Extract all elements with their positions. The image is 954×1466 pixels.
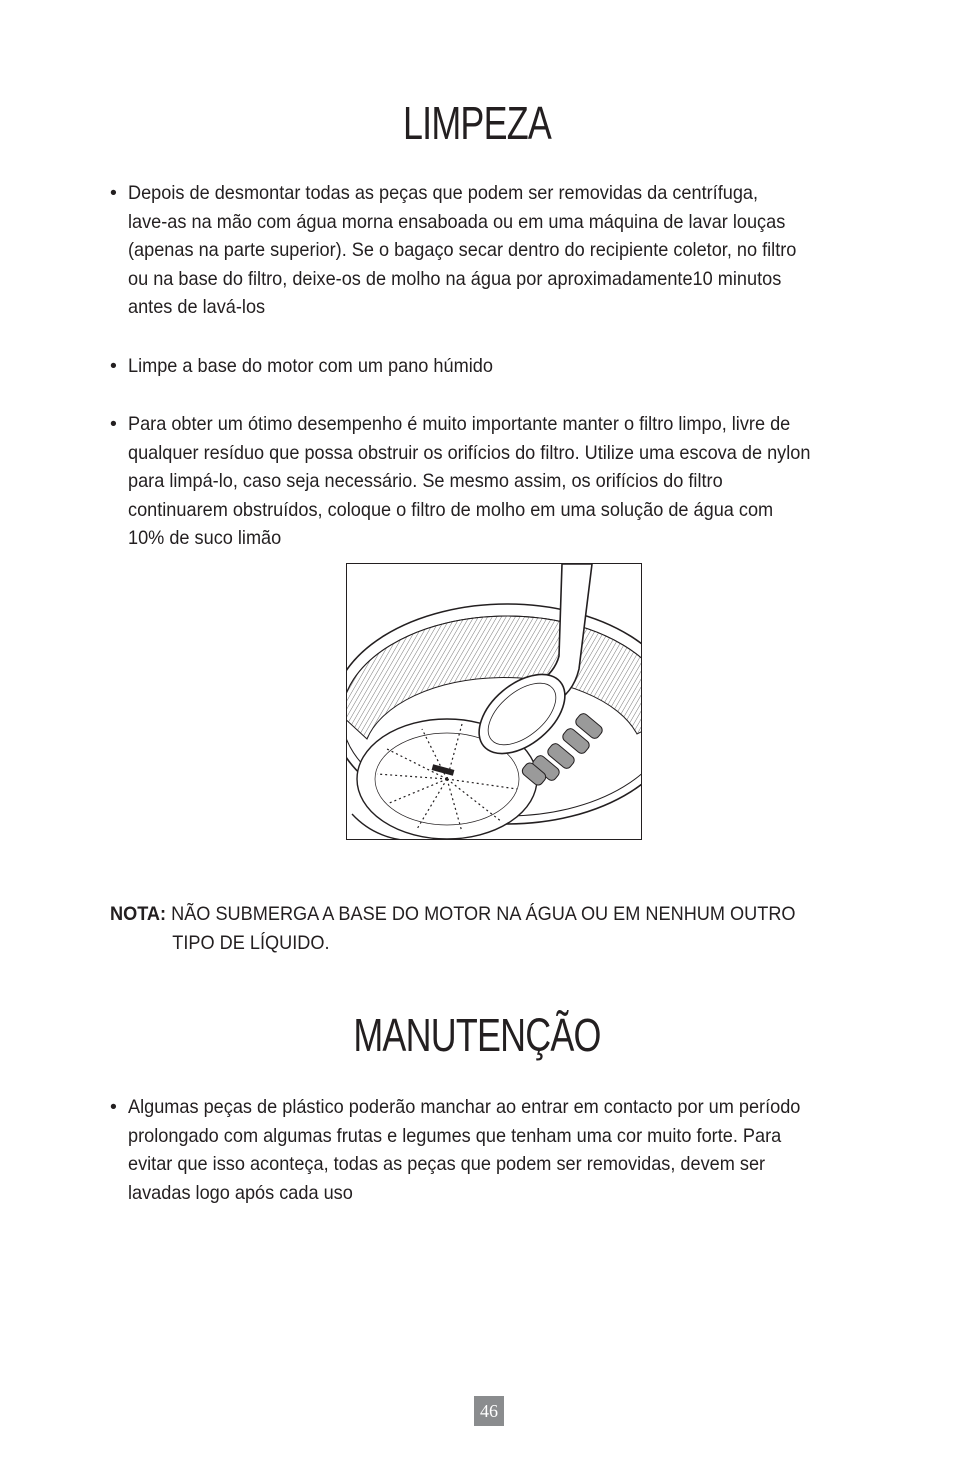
bullet-text-line: lave-as na mão com água morna ensaboada ou em uma máquina de lavar louças (128, 210, 786, 233)
bullet-text-line: para limpá-lo, caso seja necessário. Se mesmo assim, os orifícios do filtro (128, 470, 723, 493)
bullet-text-line: Limpe a base do motor com um pano húmido (128, 355, 493, 377)
bullet-text-line: Para obter um ótimo desempenho é muito importante manter o filtro limpo, livre de (128, 413, 791, 435)
page-number: 46 (474, 1396, 504, 1426)
bullet-text-line: ou na base do filtro, deixe-os de molho na água por aproximadamente10 minutos (128, 267, 782, 290)
section-title-manutencao: MANUTENÇÃO (353, 1009, 601, 1061)
bullet-symbol: • (110, 182, 117, 204)
bullet-symbol: • (110, 1096, 117, 1118)
note-text-line1: NÃO SUBMERGA A BASE DO MOTOR NA ÁGUA OU EM NENHUM OUTRO (171, 903, 796, 925)
bullet-text-line: Algumas peças de plástico poderão manchar ao entrar em contacto por um período (128, 1096, 801, 1118)
filter-cleaning-illustration (346, 563, 642, 840)
bullet-text-line: continuarem obstruídos, coloque o filtro de molho em uma solução de água com (128, 498, 774, 521)
bullet-item (110, 352, 890, 381)
bullet-item (110, 410, 890, 553)
filter-brush-drawing (347, 564, 642, 840)
bullet-text-line: lavadas logo após cada uso (128, 1181, 353, 1204)
note-block (110, 900, 796, 957)
bullet-text-line: evitar que isso aconteça, todas as peças que podem ser removidas, devem ser (128, 1153, 766, 1176)
section-title-limpeza: LIMPEZA (402, 97, 552, 149)
bullet-item (110, 1093, 890, 1207)
bullet-text-line: prolongado com algumas frutas e legumes que tenham uma cor muito forte. Para (128, 1124, 782, 1147)
note-text-line2: TIPO DE LÍQUIDO. (172, 931, 330, 954)
bullet-item (110, 179, 890, 322)
bullet-text-line: Depois de desmontar todas as peças que podem ser removidas da centrífuga, (128, 182, 759, 204)
note-label: NOTA: (110, 903, 167, 925)
bullet-text-line: 10% de suco limão (128, 527, 282, 550)
bullet-text-line: antes de lavá-los (128, 296, 266, 319)
bullet-symbol: • (110, 413, 117, 435)
bullet-text-line: (apenas na parte superior). Se o bagaço secar dentro do recipiente coletor, no filtro (128, 239, 797, 262)
bullet-text-line: qualquer resíduo que possa obstruir os orifícios do filtro. Utilize uma escova de nylon (128, 441, 811, 464)
bullet-symbol: • (110, 355, 117, 377)
